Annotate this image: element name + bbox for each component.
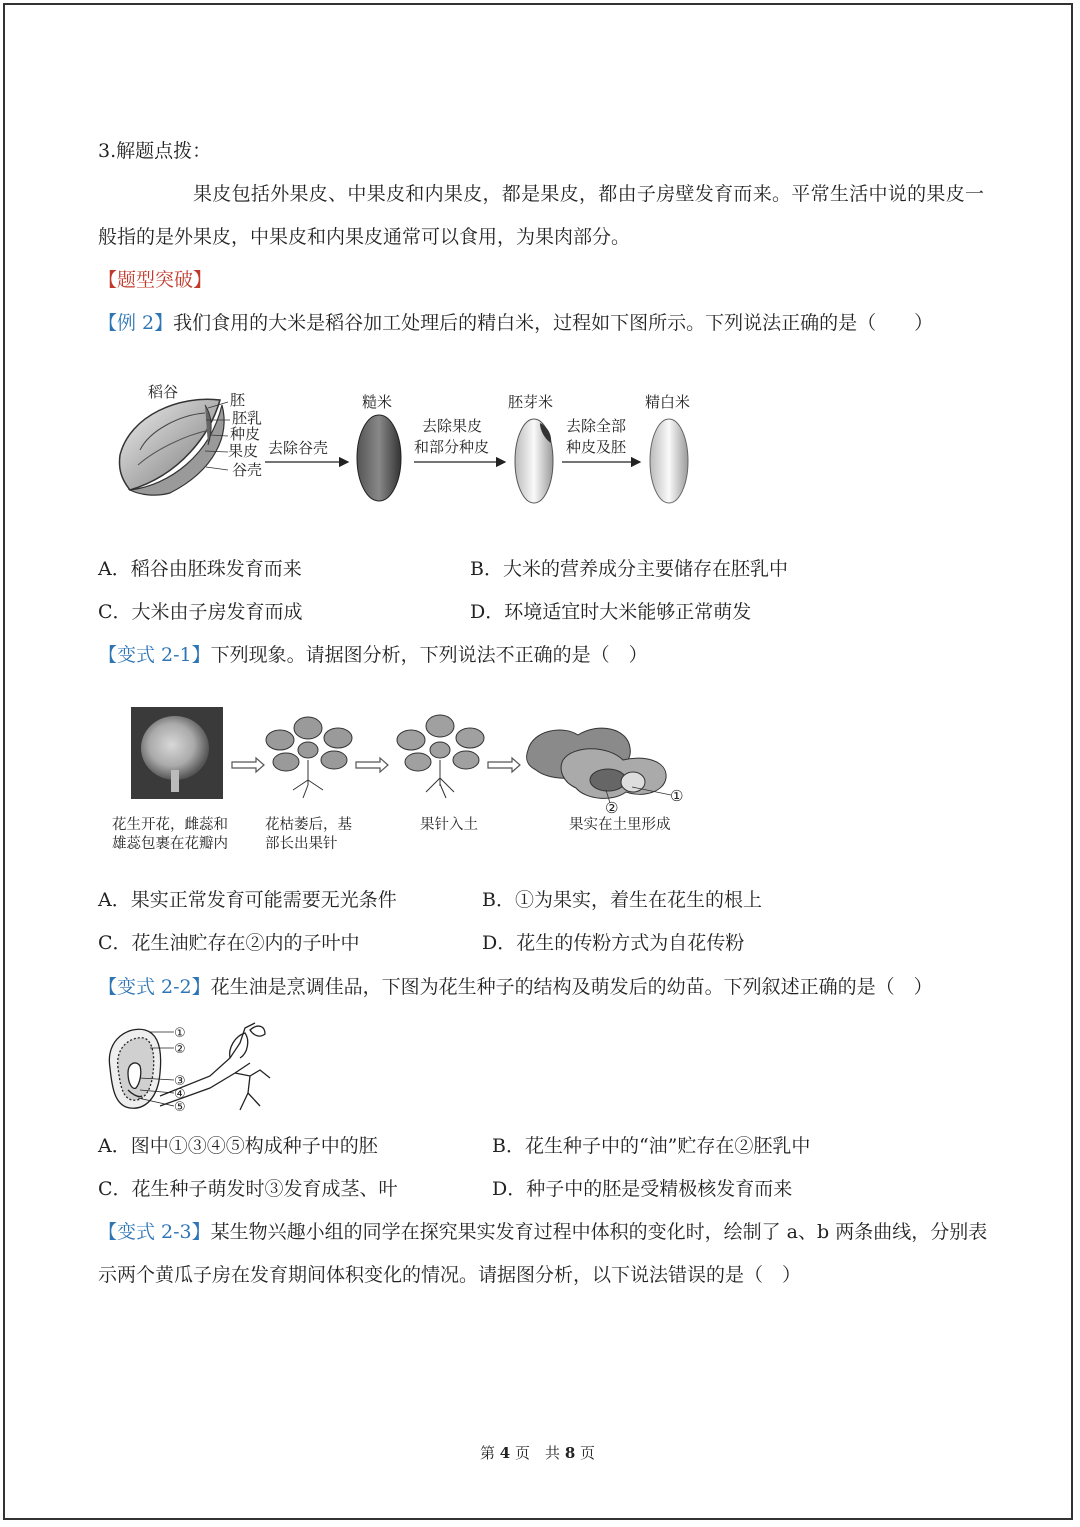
part-label-pericarp: 果皮 <box>228 442 259 460</box>
question-2-stem: 下列现象。请据图分析，下列说法不正确的是（ ） <box>210 644 648 666</box>
stage-1-label: 糙米 <box>362 393 393 411</box>
step-2-label-line1: 去除果皮 <box>422 417 483 435</box>
part-label-husk: 谷壳 <box>232 461 263 479</box>
section-paragraph-line2: 般指的是外果皮，中果皮和内果皮通常可以食用，为果肉部分。 <box>98 226 631 248</box>
seed-marker-1: ① <box>174 1026 186 1041</box>
question-4 <box>98 1220 987 1244</box>
section-heading: 3.解题点拨： <box>98 140 212 162</box>
q2-option-a[interactable]: A．果实正常发育可能需要无光条件 <box>98 889 397 911</box>
peanut-plant-1 <box>266 717 352 798</box>
caption-2-line1: 花枯萎后，基 <box>265 817 352 833</box>
part-label-endosperm: 胚乳 <box>232 409 263 427</box>
footer-middle: 页 共 <box>515 1444 561 1462</box>
caption-1-line1: 花生开花，雌蕊和 <box>112 817 228 833</box>
footer-total-pages: 8 <box>564 1444 576 1462</box>
tag-title: 【题型突破】 <box>98 269 213 291</box>
q3-option-a[interactable]: A．图中①③④⑤构成种子中的胚 <box>98 1135 378 1157</box>
step-3-label-line2: 种皮及胚 <box>566 438 627 456</box>
q3-option-b[interactable]: B．花生种子中的“油”贮存在②胚乳中 <box>492 1135 811 1157</box>
q1-option-c[interactable]: C．大米由子房发育而成 <box>98 601 303 623</box>
caption-1-line2: 雄蕊包裹在花瓣内 <box>112 836 228 852</box>
question-3 <box>98 975 933 999</box>
caption-3: 果针入土 <box>420 817 478 833</box>
section-paragraph-line1: 果皮包括外果皮、中果皮和内果皮，都是果皮，都由子房壁发育而来。平常生活中说的果皮一 <box>193 183 985 205</box>
q1-option-b[interactable]: B．大米的营养成分主要储存在胚乳中 <box>470 558 788 580</box>
question-3-stem: 花生油是烹调佳品，下图为花生种子的结构及萌发后的幼苗。下列叙述正确的是（ ） <box>210 976 933 998</box>
q2-option-c[interactable]: C．花生油贮存在②内的子叶中 <box>98 932 360 954</box>
question-4-tag: 【变式 2-3】 <box>98 1221 211 1243</box>
grain-title: 稻谷 <box>148 383 179 401</box>
marker-2: ② <box>605 799 619 817</box>
peanut-seed-figure <box>100 1018 290 1118</box>
peanut-plant-2 <box>397 715 484 798</box>
caption-2-line2: 部长出果针 <box>265 836 338 852</box>
seed-marker-4: ④ <box>174 1087 186 1102</box>
step-2-label-line2: 和部分种皮 <box>414 438 490 456</box>
part-label-seed-coat: 种皮 <box>230 425 261 443</box>
white-rice-grain <box>650 419 688 503</box>
footer-suffix: 页 <box>580 1444 596 1462</box>
q2-option-d[interactable]: D．花生的传粉方式为自花传粉 <box>482 932 745 954</box>
q3-option-d[interactable]: D．种子中的胚是受精极核发育而来 <box>492 1178 793 1200</box>
peanut-pods <box>527 728 667 798</box>
q1-option-a[interactable]: A．稻谷由胚珠发育而来 <box>98 558 302 580</box>
caption-4: 果实在土里形成 <box>569 817 671 833</box>
seed-marker-2: ② <box>174 1042 186 1057</box>
q3-option-c[interactable]: C．花生种子萌发时③发育成茎、叶 <box>98 1178 398 1200</box>
question-1 <box>98 311 933 335</box>
seed-cross-section <box>109 1029 160 1108</box>
footer-prefix: 第 <box>480 1444 496 1462</box>
rice-grain-illustration <box>119 399 224 495</box>
question-2-tag: 【变式 2-1】 <box>98 644 211 666</box>
part-label-embryo: 胚 <box>230 391 246 409</box>
step-3-label-line1: 去除全部 <box>566 417 627 435</box>
q2-option-b[interactable]: B．①为果实，着生在花生的根上 <box>482 889 762 911</box>
question-3-tag: 【变式 2-2】 <box>98 976 211 998</box>
flower-stem <box>171 770 179 792</box>
question-4-stem-line2: 示两个黄瓜子房在发育期间体积变化的情况。请据图分析，以下说法错误的是（ ） <box>98 1264 802 1286</box>
page-footer <box>480 1442 595 1463</box>
q1-option-d[interactable]: D．环境适宜时大米能够正常萌发 <box>470 601 752 623</box>
rice-processing-figure <box>110 375 710 515</box>
marker-1: ① <box>670 787 684 805</box>
question-2 <box>98 643 648 667</box>
brown-rice-grain <box>357 415 401 501</box>
seed-marker-3: ③ <box>174 1074 186 1089</box>
question-1-tag: 【例 2】 <box>98 312 174 334</box>
question-4-stem-line1: 某生物兴趣小组的同学在探究果实发育过程中体积的变化时，绘制了 a、b 两条曲线，分别表 <box>210 1221 988 1243</box>
seed-marker-5: ⑤ <box>174 1100 186 1115</box>
stage-3-label: 精白米 <box>645 393 691 411</box>
question-1-stem: 我们食用的大米是稻谷加工处理后的精白米，过程如下图所示。下列说法正确的是（ ） <box>173 312 934 334</box>
stage-2-label: 胚芽米 <box>508 393 554 411</box>
step-1-label: 去除谷壳 <box>268 439 329 457</box>
footer-page-number: 4 <box>499 1444 511 1462</box>
